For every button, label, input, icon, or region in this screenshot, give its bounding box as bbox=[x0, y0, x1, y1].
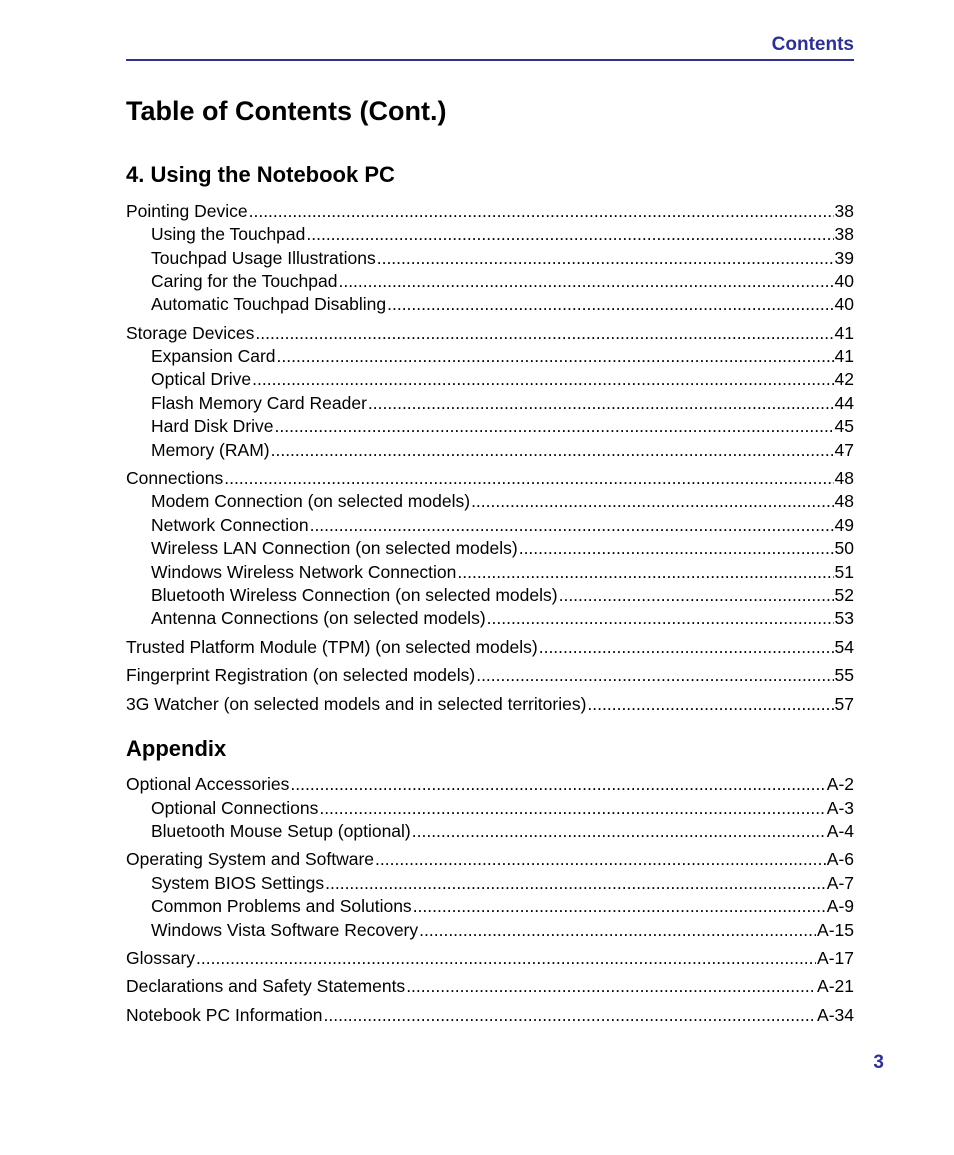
toc-entry[interactable] bbox=[151, 797, 854, 819]
toc-entry[interactable] bbox=[126, 848, 854, 870]
toc-leader bbox=[368, 392, 834, 414]
toc-entry-page: 38 bbox=[834, 201, 854, 221]
toc-leader bbox=[519, 537, 834, 559]
toc-leader bbox=[255, 322, 833, 344]
toc-leader bbox=[310, 514, 834, 536]
toc-entry-page: A-9 bbox=[826, 896, 854, 916]
toc-entry-page: 57 bbox=[834, 694, 854, 714]
toc-entry[interactable] bbox=[151, 345, 854, 367]
toc-entry[interactable] bbox=[151, 368, 854, 390]
toc-entry[interactable] bbox=[126, 947, 854, 969]
toc-leader bbox=[325, 872, 826, 894]
toc-entry-page: A-2 bbox=[826, 774, 854, 794]
toc-entry-title: Operating System and Software bbox=[126, 849, 375, 869]
toc-entry-page: 51 bbox=[834, 562, 854, 582]
toc-entry-title: Connections bbox=[126, 468, 224, 488]
toc-entry[interactable] bbox=[151, 293, 854, 315]
toc-entry[interactable] bbox=[151, 584, 854, 606]
toc-leader bbox=[319, 797, 825, 819]
toc-leader bbox=[196, 947, 816, 969]
page-number: 3 bbox=[873, 1052, 884, 1073]
toc-entry-title: Flash Memory Card Reader bbox=[151, 393, 367, 413]
toc-entry-page: 45 bbox=[834, 416, 854, 436]
toc-entry-title: Bluetooth Mouse Setup (optional) bbox=[151, 821, 411, 841]
toc-entry-title: Automatic Touchpad Disabling bbox=[151, 294, 387, 314]
toc-entry-page: 42 bbox=[834, 369, 854, 389]
toc-entry-title: Glossary bbox=[126, 948, 196, 968]
toc-entry[interactable] bbox=[126, 636, 854, 658]
toc-leader bbox=[290, 773, 825, 795]
toc-entry-title: Declarations and Safety Statements bbox=[126, 976, 406, 996]
toc-entry[interactable] bbox=[151, 820, 854, 842]
toc-leader bbox=[375, 848, 826, 870]
toc-leader bbox=[487, 607, 834, 629]
toc-entry-title: Touchpad Usage Illustrations bbox=[151, 248, 376, 268]
toc-entry[interactable] bbox=[126, 200, 854, 222]
toc-entry[interactable] bbox=[151, 607, 854, 629]
toc-leader bbox=[387, 293, 833, 315]
toc-entry-page: 38 bbox=[834, 224, 854, 244]
toc-entry[interactable] bbox=[151, 919, 854, 941]
toc-entry-page: 44 bbox=[834, 393, 854, 413]
toc-entry[interactable] bbox=[126, 467, 854, 489]
toc-entry-title: Antenna Connections (on selected models) bbox=[151, 608, 486, 628]
header-rule bbox=[126, 59, 854, 61]
toc-entry-title: Notebook PC Information bbox=[126, 1005, 323, 1025]
toc-leader bbox=[412, 820, 826, 842]
toc-entry[interactable] bbox=[151, 270, 854, 292]
toc-entry-title: Storage Devices bbox=[126, 323, 255, 343]
toc-leader bbox=[252, 368, 833, 390]
toc-entry[interactable] bbox=[126, 1004, 854, 1026]
toc-leader bbox=[406, 975, 816, 997]
toc-entry[interactable] bbox=[151, 247, 854, 269]
toc-entry[interactable] bbox=[151, 415, 854, 437]
toc-entry-page: A-6 bbox=[826, 849, 854, 869]
toc-entry-title: Fingerprint Registration (on selected models) bbox=[126, 665, 476, 685]
toc-leader bbox=[413, 895, 826, 917]
toc-entry-title: Optical Drive bbox=[151, 369, 252, 389]
toc-entry-title: Optional Accessories bbox=[126, 774, 290, 794]
toc-leader bbox=[338, 270, 833, 292]
toc-entry-page: 41 bbox=[834, 323, 854, 343]
toc-entry[interactable] bbox=[126, 975, 854, 997]
toc-entry-title: Common Problems and Solutions bbox=[151, 896, 412, 916]
toc-leader bbox=[539, 636, 834, 658]
toc-entry[interactable] bbox=[151, 392, 854, 414]
toc-entry[interactable] bbox=[151, 223, 854, 245]
toc-entry-title: Using the Touchpad bbox=[151, 224, 306, 244]
toc-entry[interactable] bbox=[151, 490, 854, 512]
toc-leader bbox=[587, 693, 833, 715]
toc-entry-page: 39 bbox=[834, 248, 854, 268]
toc-leader bbox=[419, 919, 816, 941]
toc-entry[interactable] bbox=[151, 895, 854, 917]
toc-leader bbox=[277, 345, 834, 367]
toc-entry-page: A-17 bbox=[817, 948, 854, 968]
toc-entry[interactable] bbox=[151, 439, 854, 461]
toc-entry-page: A-7 bbox=[826, 873, 854, 893]
page-title: Table of Contents (Cont.) bbox=[126, 96, 447, 126]
toc-entry-title: Hard Disk Drive bbox=[151, 416, 274, 436]
toc-entry-title: Wireless LAN Connection (on selected models) bbox=[151, 538, 518, 558]
toc-leader bbox=[471, 490, 833, 512]
toc-entry[interactable] bbox=[151, 514, 854, 536]
toc-entry[interactable] bbox=[126, 322, 854, 344]
toc-leader bbox=[476, 664, 833, 686]
section-heading-using-notebook: 4. Using the Notebook PC bbox=[126, 162, 395, 187]
toc-entry-title: Windows Vista Software Recovery bbox=[151, 920, 419, 940]
toc-entry-title: Optional Connections bbox=[151, 798, 319, 818]
toc-entry-page: 52 bbox=[834, 585, 854, 605]
toc-entry-page: 48 bbox=[834, 491, 854, 511]
toc-leader bbox=[275, 415, 834, 437]
toc-entry-page: A-15 bbox=[817, 920, 854, 940]
toc-entry-title: Expansion Card bbox=[151, 346, 276, 366]
toc-entry-page: A-3 bbox=[826, 798, 854, 818]
toc-leader bbox=[249, 200, 834, 222]
toc-entry-title: Windows Wireless Network Connection bbox=[151, 562, 457, 582]
toc-entry-page: 41 bbox=[834, 346, 854, 366]
toc-entry[interactable] bbox=[126, 773, 854, 795]
toc-entry-page: 54 bbox=[834, 637, 854, 657]
toc-leader bbox=[271, 439, 834, 461]
toc-entry-page: 40 bbox=[834, 294, 854, 314]
toc-entry-title: Modem Connection (on selected models) bbox=[151, 491, 471, 511]
toc-entry-title: Caring for the Touchpad bbox=[151, 271, 338, 291]
toc-entry[interactable] bbox=[126, 664, 854, 686]
toc-entry[interactable] bbox=[126, 693, 854, 715]
toc-entry-page: A-4 bbox=[826, 821, 854, 841]
toc-leader bbox=[324, 1004, 817, 1026]
toc-entry-title: 3G Watcher (on selected models and in selected territories) bbox=[126, 694, 587, 714]
toc-leader bbox=[306, 223, 833, 245]
toc-entry-page: A-34 bbox=[817, 1005, 854, 1025]
toc-entry-title: Trusted Platform Module (TPM) (on selected models) bbox=[126, 637, 538, 657]
toc-entry-title: Pointing Device bbox=[126, 201, 248, 221]
toc-entry-page: 55 bbox=[834, 665, 854, 685]
toc-entry-page: 49 bbox=[834, 515, 854, 535]
toc-entry-title: Bluetooth Wireless Connection (on selected models) bbox=[151, 585, 558, 605]
toc-leader bbox=[224, 467, 833, 489]
toc-entry-page: 53 bbox=[834, 608, 854, 628]
toc-entry-page: A-21 bbox=[817, 976, 854, 996]
toc-leader bbox=[377, 247, 834, 269]
toc-entry[interactable] bbox=[151, 872, 854, 894]
toc-entry-page: 50 bbox=[834, 538, 854, 558]
section-heading-appendix: Appendix bbox=[126, 736, 227, 761]
toc-entry-page: 47 bbox=[834, 440, 854, 460]
toc-entry-page: 48 bbox=[834, 468, 854, 488]
toc-entry-page: 40 bbox=[834, 271, 854, 291]
header-label: Contents bbox=[771, 34, 854, 55]
toc-entry[interactable] bbox=[151, 537, 854, 559]
toc-entry[interactable] bbox=[151, 561, 854, 583]
toc-leader bbox=[559, 584, 834, 606]
toc-entry-title: System BIOS Settings bbox=[151, 873, 325, 893]
toc-entry-title: Memory (RAM) bbox=[151, 440, 270, 460]
toc-leader bbox=[457, 561, 833, 583]
toc-entry-title: Network Connection bbox=[151, 515, 309, 535]
